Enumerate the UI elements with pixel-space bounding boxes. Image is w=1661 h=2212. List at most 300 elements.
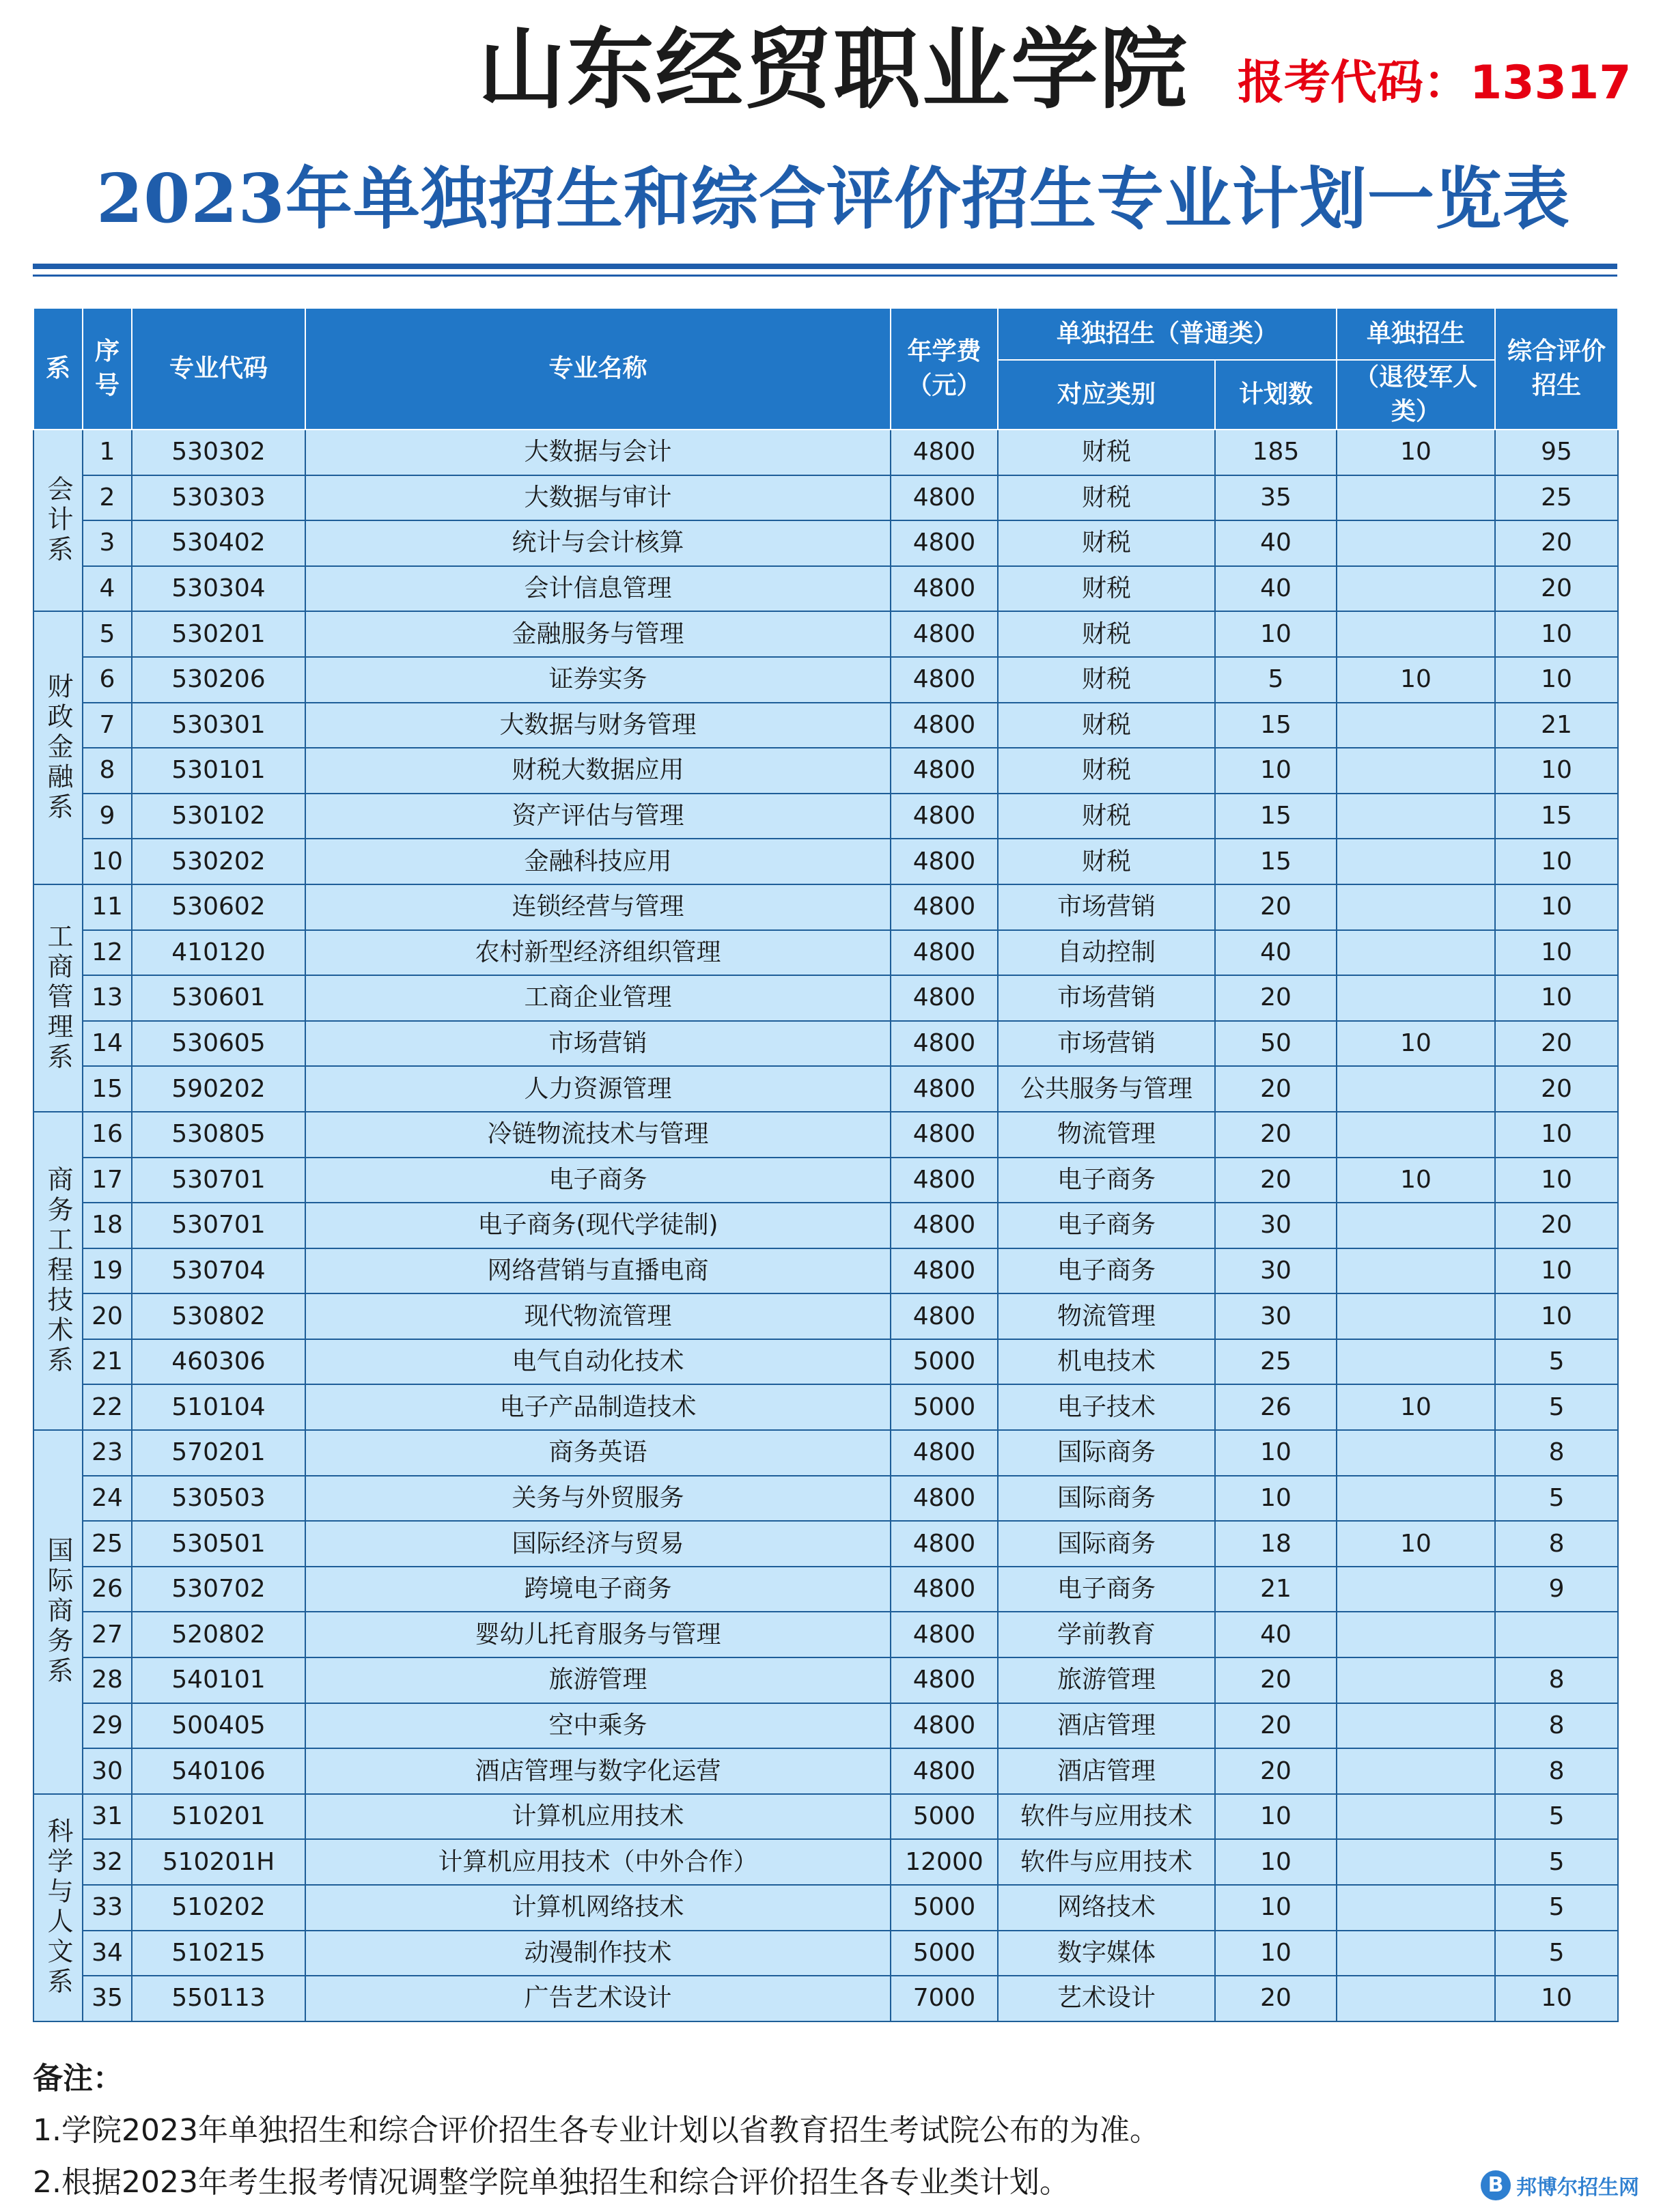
major-code-cell: 530704 (132, 1248, 305, 1294)
comprehensive-cell: 9 (1495, 1567, 1618, 1612)
major-code-cell: 520802 (132, 1612, 305, 1657)
comprehensive-cell: 5 (1495, 1476, 1618, 1522)
category-cell: 自动控制 (998, 930, 1215, 976)
category-cell: 公共服务与管理 (998, 1066, 1215, 1112)
comprehensive-cell: 8 (1495, 1430, 1618, 1476)
major-name-cell: 电子商务 (305, 1158, 891, 1203)
major-code-cell: 510215 (132, 1931, 305, 1976)
tuition-cell: 4800 (891, 1748, 998, 1794)
major-name-cell: 跨境电子商务 (305, 1567, 891, 1612)
comprehensive-cell: 5 (1495, 1339, 1618, 1385)
seq-cell: 30 (83, 1748, 132, 1794)
tuition-cell: 4800 (891, 930, 998, 976)
veteran-cell (1337, 1703, 1495, 1749)
tuition-cell: 4800 (891, 1657, 998, 1703)
comprehensive-cell: 10 (1495, 839, 1618, 884)
major-code-cell: 510201 (132, 1794, 305, 1840)
table-row (33, 1521, 1618, 1567)
comprehensive-cell: 20 (1495, 1021, 1618, 1067)
plan-cell: 10 (1215, 748, 1337, 794)
plan-cell: 40 (1215, 930, 1337, 976)
plan-cell: 10 (1215, 1931, 1337, 1976)
category-cell: 财税 (998, 611, 1215, 657)
tuition-cell: 4800 (891, 1567, 998, 1612)
major-code-cell: 500405 (132, 1703, 305, 1749)
comprehensive-cell: 20 (1495, 520, 1618, 566)
plan-cell: 40 (1215, 566, 1337, 612)
veteran-cell (1337, 1839, 1495, 1885)
seq-cell: 5 (83, 611, 132, 657)
tuition-cell: 4800 (891, 566, 998, 612)
comprehensive-cell: 8 (1495, 1703, 1618, 1749)
table-row (33, 1839, 1618, 1885)
veteran-cell (1337, 703, 1495, 748)
plan-cell: 10 (1215, 1430, 1337, 1476)
table-row (33, 520, 1618, 566)
category-cell: 国际商务 (998, 1521, 1215, 1567)
tuition-cell: 4800 (891, 1703, 998, 1749)
table-row (33, 884, 1618, 930)
plan-cell: 20 (1215, 1657, 1337, 1703)
comprehensive-cell: 10 (1495, 611, 1618, 657)
table-row (33, 1976, 1618, 2021)
seq-cell: 7 (83, 703, 132, 748)
plan-cell: 185 (1215, 430, 1337, 475)
header-seq: 序号 (83, 308, 132, 430)
category-cell: 艺术设计 (998, 1976, 1215, 2021)
table-row (33, 1112, 1618, 1158)
category-cell: 电子商务 (998, 1158, 1215, 1203)
tuition-cell: 4800 (891, 611, 998, 657)
seq-cell: 1 (83, 430, 132, 475)
seq-cell: 21 (83, 1339, 132, 1385)
major-code-cell: 530601 (132, 975, 305, 1021)
major-code-cell: 460306 (132, 1339, 305, 1385)
comprehensive-cell: 10 (1495, 1248, 1618, 1294)
major-code-cell: 590202 (132, 1066, 305, 1112)
major-name-cell: 酒店管理与数字化运营 (305, 1748, 891, 1794)
notes (33, 2053, 1631, 2209)
comprehensive-cell: 10 (1495, 748, 1618, 794)
plan-cell: 21 (1215, 1567, 1337, 1612)
category-cell: 财税 (998, 566, 1215, 612)
category-cell: 国际商务 (998, 1430, 1215, 1476)
veteran-cell: 10 (1337, 1384, 1495, 1430)
seq-cell: 24 (83, 1476, 132, 1522)
tuition-cell: 4800 (891, 884, 998, 930)
table-row (33, 1703, 1618, 1749)
tuition-cell: 4800 (891, 1293, 998, 1339)
veteran-cell: 10 (1337, 657, 1495, 703)
seq-cell: 15 (83, 1066, 132, 1112)
seq-cell: 11 (83, 884, 132, 930)
tuition-cell: 4800 (891, 1521, 998, 1567)
plan-cell: 20 (1215, 1066, 1337, 1112)
major-name-cell: 关务与外贸服务 (305, 1476, 891, 1522)
tuition-cell: 4800 (891, 520, 998, 566)
seq-cell: 6 (83, 657, 132, 703)
plan-cell: 10 (1215, 611, 1337, 657)
plan-cell: 15 (1215, 703, 1337, 748)
header-category: 对应类别 (998, 360, 1215, 430)
category-cell: 市场营销 (998, 884, 1215, 930)
veteran-cell (1337, 1248, 1495, 1294)
tuition-cell: 4800 (891, 475, 998, 521)
table-row (33, 1430, 1618, 1476)
tuition-cell: 7000 (891, 1976, 998, 2021)
major-code-cell: 530701 (132, 1203, 305, 1248)
major-name-cell: 金融服务与管理 (305, 611, 891, 657)
dept-cell: 会计系 (33, 430, 83, 611)
seq-cell: 22 (83, 1384, 132, 1430)
seq-cell: 34 (83, 1931, 132, 1976)
table-row (33, 1567, 1618, 1612)
plan-cell: 25 (1215, 1339, 1337, 1385)
major-code-cell: 570201 (132, 1430, 305, 1476)
veteran-cell: 10 (1337, 1158, 1495, 1203)
table-row (33, 430, 1618, 475)
seq-cell: 10 (83, 839, 132, 884)
major-name-cell: 旅游管理 (305, 1657, 891, 1703)
major-code-cell: 510104 (132, 1384, 305, 1430)
plan-cell: 50 (1215, 1021, 1337, 1067)
veteran-cell (1337, 1885, 1495, 1931)
category-cell: 机电技术 (998, 1339, 1215, 1385)
seq-cell: 12 (83, 930, 132, 976)
table-row (33, 1931, 1618, 1976)
table-row (33, 1657, 1618, 1703)
major-name-cell: 金融科技应用 (305, 839, 891, 884)
plan-cell: 10 (1215, 1885, 1337, 1931)
plan-cell: 15 (1215, 794, 1337, 839)
seq-cell: 18 (83, 1203, 132, 1248)
watermark-text: 邦博尔招生网 (1516, 2176, 1639, 2200)
header-comprehensive: 综合评价招生 (1495, 308, 1618, 430)
major-code-cell: 530701 (132, 1158, 305, 1203)
major-name-cell: 电子商务(现代学徒制) (305, 1203, 891, 1248)
major-code-cell: 530101 (132, 748, 305, 794)
enrollment-plan-table (33, 307, 1619, 2022)
category-cell: 电子商务 (998, 1248, 1215, 1294)
comprehensive-cell: 20 (1495, 1203, 1618, 1248)
major-code-cell: 530302 (132, 430, 305, 475)
comprehensive-cell: 8 (1495, 1748, 1618, 1794)
category-cell: 财税 (998, 794, 1215, 839)
major-name-cell: 统计与会计核算 (305, 520, 891, 566)
comprehensive-cell: 10 (1495, 975, 1618, 1021)
major-name-cell: 电子产品制造技术 (305, 1384, 891, 1430)
table-row (33, 1384, 1618, 1430)
tuition-cell: 4800 (891, 703, 998, 748)
comprehensive-cell: 10 (1495, 1976, 1618, 2021)
veteran-cell (1337, 1430, 1495, 1476)
plan-cell: 30 (1215, 1203, 1337, 1248)
header-group-veteran: 单独招生 (1337, 308, 1495, 360)
major-name-cell: 计算机应用技术（中外合作） (305, 1839, 891, 1885)
dept-cell: 商务工程技术系 (33, 1112, 83, 1430)
comprehensive-cell: 5 (1495, 1931, 1618, 1976)
major-code-cell: 530501 (132, 1521, 305, 1567)
plan-cell: 20 (1215, 884, 1337, 930)
dept-cell: 财政金融系 (33, 611, 83, 884)
table-row (33, 1885, 1618, 1931)
table-row (33, 703, 1618, 748)
plan-cell: 18 (1215, 1521, 1337, 1567)
category-cell: 财税 (998, 748, 1215, 794)
seq-cell: 3 (83, 520, 132, 566)
plan-cell: 35 (1215, 475, 1337, 521)
category-cell: 数字媒体 (998, 1931, 1215, 1976)
table-row (33, 1612, 1618, 1657)
veteran-cell (1337, 748, 1495, 794)
tuition-cell: 4800 (891, 430, 998, 475)
comprehensive-cell: 10 (1495, 1158, 1618, 1203)
veteran-cell (1337, 1112, 1495, 1158)
table-row (33, 1794, 1618, 1840)
table-body (33, 430, 1618, 2021)
table-row (33, 1748, 1618, 1794)
comprehensive-cell: 15 (1495, 794, 1618, 839)
major-name-cell: 连锁经营与管理 (305, 884, 891, 930)
plan-cell: 20 (1215, 1158, 1337, 1203)
veteran-cell: 10 (1337, 430, 1495, 475)
veteran-cell (1337, 1612, 1495, 1657)
exam-code: 报考代码：13317 (1238, 56, 1632, 110)
category-cell: 电子技术 (998, 1384, 1215, 1430)
category-cell: 电子商务 (998, 1567, 1215, 1612)
seq-cell: 14 (83, 1021, 132, 1067)
comprehensive-cell: 21 (1495, 703, 1618, 748)
category-cell: 财税 (998, 839, 1215, 884)
dept-cell: 科学与人文系 (33, 1794, 83, 2021)
tuition-cell: 5000 (891, 1931, 998, 1976)
major-code-cell: 530702 (132, 1567, 305, 1612)
major-name-cell: 工商企业管理 (305, 975, 891, 1021)
tuition-cell: 4800 (891, 794, 998, 839)
tuition-cell: 5000 (891, 1339, 998, 1385)
tuition-cell: 5000 (891, 1384, 998, 1430)
category-cell: 酒店管理 (998, 1748, 1215, 1794)
veteran-cell (1337, 839, 1495, 884)
seq-cell: 27 (83, 1612, 132, 1657)
notes-title: 备注： (33, 2061, 123, 2096)
major-code-cell: 410120 (132, 930, 305, 976)
table-row (33, 566, 1618, 612)
header-major-code: 专业代码 (132, 308, 305, 430)
veteran-cell (1337, 1476, 1495, 1522)
seq-cell: 16 (83, 1112, 132, 1158)
major-code-cell: 530402 (132, 520, 305, 566)
veteran-cell (1337, 1931, 1495, 1976)
table-row (33, 794, 1618, 839)
major-code-cell: 530206 (132, 657, 305, 703)
seq-cell: 25 (83, 1521, 132, 1567)
plan-cell: 5 (1215, 657, 1337, 703)
title-rule-thick (33, 264, 1617, 269)
tuition-cell: 4800 (891, 1066, 998, 1112)
plan-cell: 10 (1215, 1476, 1337, 1522)
major-code-cell: 530503 (132, 1476, 305, 1522)
header-veteran-sub: （退役军人类） (1337, 360, 1495, 430)
category-cell: 软件与应用技术 (998, 1794, 1215, 1840)
category-cell: 软件与应用技术 (998, 1839, 1215, 1885)
major-code-cell: 530303 (132, 475, 305, 521)
table-row (33, 1066, 1618, 1112)
seq-cell: 26 (83, 1567, 132, 1612)
comprehensive-cell: 20 (1495, 1066, 1618, 1112)
tuition-cell: 4800 (891, 1203, 998, 1248)
seq-cell: 17 (83, 1158, 132, 1203)
veteran-cell (1337, 1794, 1495, 1840)
category-cell: 物流管理 (998, 1293, 1215, 1339)
table-row (33, 839, 1618, 884)
plan-cell: 20 (1215, 1748, 1337, 1794)
header-dept: 系 (33, 308, 83, 430)
veteran-cell (1337, 884, 1495, 930)
veteran-cell: 10 (1337, 1521, 1495, 1567)
seq-cell: 23 (83, 1430, 132, 1476)
major-code-cell: 510201H (132, 1839, 305, 1885)
plan-cell: 15 (1215, 839, 1337, 884)
tuition-cell: 4800 (891, 1112, 998, 1158)
veteran-cell (1337, 1203, 1495, 1248)
major-name-cell: 计算机应用技术 (305, 1794, 891, 1840)
major-code-cell: 530605 (132, 1021, 305, 1067)
major-name-cell: 现代物流管理 (305, 1293, 891, 1339)
table-row (33, 475, 1618, 521)
major-name-cell: 空中乘务 (305, 1703, 891, 1749)
major-name-cell: 网络营销与直播电商 (305, 1248, 891, 1294)
header-plan: 计划数 (1215, 360, 1337, 430)
header-major-name: 专业名称 (305, 308, 891, 430)
plan-cell: 10 (1215, 1839, 1337, 1885)
major-code-cell: 510202 (132, 1885, 305, 1931)
veteran-cell (1337, 794, 1495, 839)
major-name-cell: 农村新型经济组织管理 (305, 930, 891, 976)
major-code-cell: 530805 (132, 1112, 305, 1158)
major-name-cell: 大数据与财务管理 (305, 703, 891, 748)
comprehensive-cell: 5 (1495, 1839, 1618, 1885)
major-name-cell: 电气自动化技术 (305, 1339, 891, 1385)
comprehensive-cell: 5 (1495, 1885, 1618, 1931)
category-cell: 财税 (998, 703, 1215, 748)
comprehensive-cell: 25 (1495, 475, 1618, 521)
seq-cell: 35 (83, 1976, 132, 2021)
category-cell: 财税 (998, 657, 1215, 703)
comprehensive-cell: 95 (1495, 430, 1618, 475)
major-name-cell: 人力资源管理 (305, 1066, 891, 1112)
seq-cell: 8 (83, 748, 132, 794)
header-group-general: 单独招生（普通类） (998, 308, 1337, 360)
plan-cell: 26 (1215, 1384, 1337, 1430)
category-cell: 国际商务 (998, 1476, 1215, 1522)
plan-cell: 20 (1215, 1976, 1337, 2021)
tuition-cell: 5000 (891, 1794, 998, 1840)
school-name: 山东经贸职业学院 (478, 19, 1189, 121)
major-name-cell: 商务英语 (305, 1430, 891, 1476)
tuition-cell: 4800 (891, 1612, 998, 1657)
major-code-cell: 530602 (132, 884, 305, 930)
category-cell: 市场营销 (998, 975, 1215, 1021)
major-name-cell: 资产评估与管理 (305, 794, 891, 839)
major-code-cell: 540101 (132, 1657, 305, 1703)
plan-cell: 40 (1215, 1612, 1337, 1657)
category-cell: 市场营销 (998, 1021, 1215, 1067)
major-name-cell: 广告艺术设计 (305, 1976, 891, 2021)
major-name-cell: 市场营销 (305, 1021, 891, 1067)
veteran-cell: 10 (1337, 1021, 1495, 1067)
plan-cell: 20 (1215, 975, 1337, 1021)
veteran-cell (1337, 475, 1495, 521)
note-item: 1.学院2023年单独招生和综合评价招生各专业计划以省教育招生考试院公布的为准。 (33, 2113, 1160, 2148)
major-name-cell: 大数据与审计 (305, 475, 891, 521)
category-cell: 财税 (998, 430, 1215, 475)
plan-cell: 40 (1215, 520, 1337, 566)
tuition-cell: 5000 (891, 1885, 998, 1931)
table-row (33, 1339, 1618, 1385)
seq-cell: 31 (83, 1794, 132, 1840)
header-tuition: 年学费（元） (891, 308, 998, 430)
watermark (1481, 2166, 1639, 2204)
table-row (33, 975, 1618, 1021)
seq-cell: 9 (83, 794, 132, 839)
watermark-logo-icon: B (1481, 2170, 1511, 2200)
major-name-cell: 冷链物流技术与管理 (305, 1112, 891, 1158)
major-name-cell: 大数据与会计 (305, 430, 891, 475)
comprehensive-cell: 20 (1495, 566, 1618, 612)
veteran-cell (1337, 1066, 1495, 1112)
tuition-cell: 4800 (891, 1430, 998, 1476)
category-cell: 网络技术 (998, 1885, 1215, 1931)
table-row (33, 611, 1618, 657)
category-cell: 酒店管理 (998, 1703, 1215, 1749)
major-code-cell: 540106 (132, 1748, 305, 1794)
veteran-cell (1337, 1657, 1495, 1703)
table-row (33, 1203, 1618, 1248)
tuition-cell: 4800 (891, 748, 998, 794)
major-code-cell: 530802 (132, 1293, 305, 1339)
major-code-cell: 530301 (132, 703, 305, 748)
comprehensive-cell: 10 (1495, 884, 1618, 930)
veteran-cell (1337, 611, 1495, 657)
table-row (33, 1476, 1618, 1522)
comprehensive-cell: 10 (1495, 1293, 1618, 1339)
major-code-cell: 530202 (132, 839, 305, 884)
seq-cell: 2 (83, 475, 132, 521)
plan-cell: 20 (1215, 1703, 1337, 1749)
veteran-cell (1337, 1748, 1495, 1794)
major-name-cell: 婴幼儿托育服务与管理 (305, 1612, 891, 1657)
comprehensive-cell: 10 (1495, 657, 1618, 703)
tuition-cell: 4800 (891, 975, 998, 1021)
tuition-cell: 4800 (891, 1248, 998, 1294)
tuition-cell: 4800 (891, 1021, 998, 1067)
tuition-cell: 4800 (891, 839, 998, 884)
category-cell: 学前教育 (998, 1612, 1215, 1657)
comprehensive-cell: 8 (1495, 1521, 1618, 1567)
table-row (33, 930, 1618, 976)
table-row (33, 748, 1618, 794)
dept-cell: 国际商务系 (33, 1430, 83, 1794)
comprehensive-cell: 8 (1495, 1657, 1618, 1703)
seq-cell: 19 (83, 1248, 132, 1294)
major-code-cell: 530201 (132, 611, 305, 657)
seq-cell: 28 (83, 1657, 132, 1703)
veteran-cell (1337, 1976, 1495, 2021)
title-rule-thin (33, 275, 1617, 277)
seq-cell: 29 (83, 1703, 132, 1749)
veteran-cell (1337, 1339, 1495, 1385)
